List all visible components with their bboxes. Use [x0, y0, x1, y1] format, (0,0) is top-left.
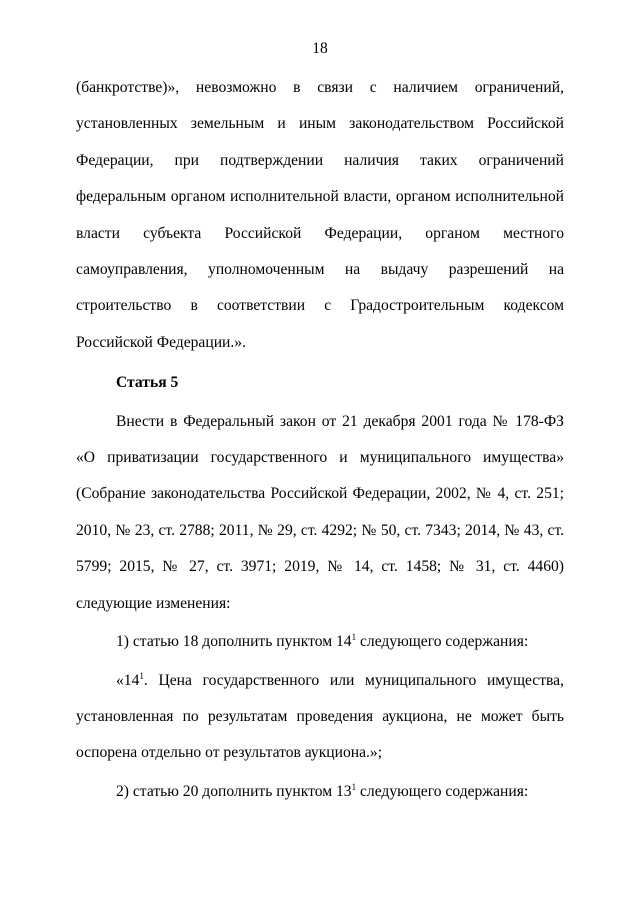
- quoted-paragraph-text: . Цена государственного или муниципального имущества, установленная по результатам проведения аукциона, не может быть оспорена отдельно от результатов аукциона.»;: [76, 671, 564, 762]
- list-item-2-tail: следующего содержания:: [356, 782, 529, 800]
- quoted-paragraph: [76, 663, 564, 772]
- article-heading: Статья 5: [116, 374, 179, 392]
- document-body: [76, 70, 564, 810]
- list-item-1: [76, 624, 564, 660]
- superscript: 1: [351, 781, 357, 792]
- page-number: 18: [312, 40, 328, 57]
- list-item-1-tail: следующего содержания:: [356, 633, 529, 651]
- list-item-1-text: 1) статью 18 дополнить пунктом 14: [116, 633, 352, 651]
- list-item-2-text: 2) статью 20 дополнить пунктом 13: [116, 782, 352, 800]
- continuation-paragraph: (банкротстве)», невозможно в связи с наличием ограничений, установленных земельным и иным законодательством Российской Федерации, при подтверждении наличия таких ограничений федеральным органом исполнительной власти, органом исполнительной власти субъекта Российской Федерации, органом местного самоуправления, уполномоченным на выдачу разрешений на строительство в соответствии с Градостроительным кодексом Российской Федерации.».: [76, 79, 564, 351]
- quoted-paragraph-number: «14: [116, 671, 140, 689]
- superscript: 1: [351, 632, 357, 643]
- list-item-2: [76, 774, 564, 810]
- intro-paragraph: Внести в Федеральный закон от 21 декабря 2001 года № 178-ФЗ «О приватизации государственного и муниципального имущества» (Собрание законодательства Российской Федерации, 2002, № 4, ст. 251; 2010, № 23, ст. 2788; 2011, № 29, ст. 4292; № 50, ст. 7343; 2014, № 43, ст. 5799; 2015, № 27, ст. 3971; 2019, № 14, ст. 1458; № 31, ст. 4460) следующие изменения:: [76, 412, 564, 612]
- superscript: 1: [139, 670, 144, 681]
